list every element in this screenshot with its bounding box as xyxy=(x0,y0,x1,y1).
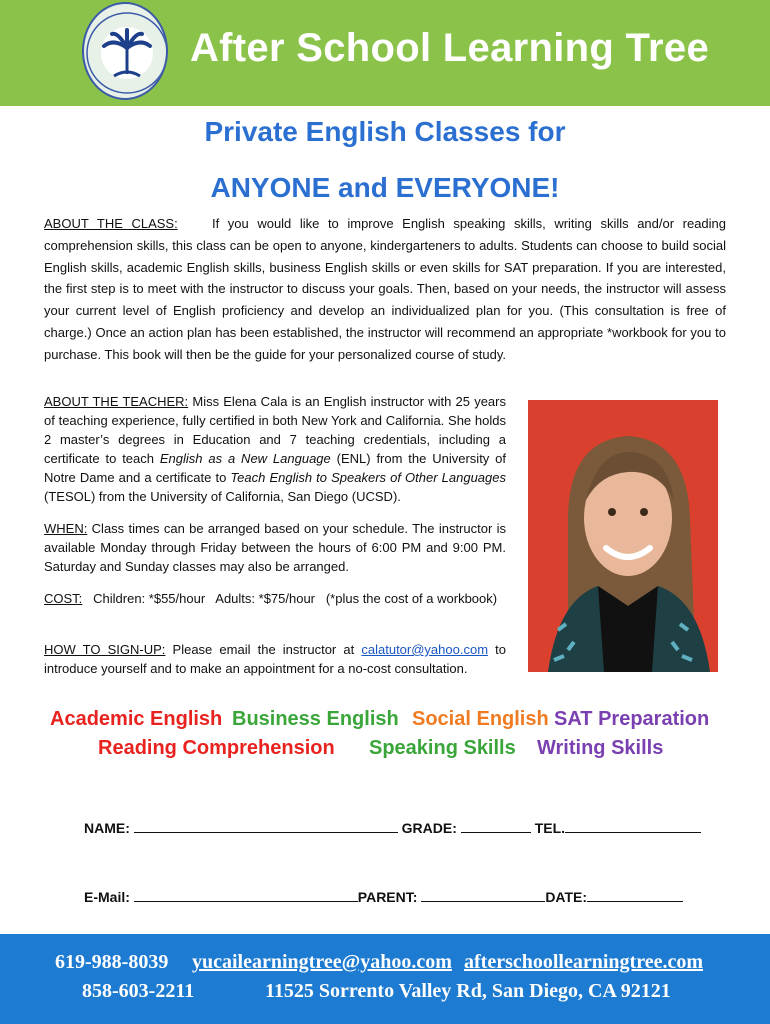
subtitle-line2: ANYONE and EVERYONE! xyxy=(210,172,560,203)
form-row-2 xyxy=(84,887,683,905)
subject-academic-english: Academic English xyxy=(50,708,223,730)
about-class-paragraph xyxy=(44,213,726,366)
signup-label: HOW TO SIGN-UP: xyxy=(44,642,166,657)
date-field[interactable] xyxy=(587,887,683,902)
cost-paragraph xyxy=(44,589,506,608)
grade-field[interactable] xyxy=(461,818,531,833)
grade-label: GRADE: xyxy=(401,820,457,836)
cost-text: Children: *$55/hour Adults: *$75/hour (*plus the cost of a workbook) xyxy=(93,591,498,606)
signup-paragraph xyxy=(44,640,506,678)
teacher-photo xyxy=(528,400,718,672)
about-teacher-italic1: English as a New Language xyxy=(159,451,331,466)
parent-field[interactable] xyxy=(421,887,545,902)
name-label: NAME: xyxy=(84,820,130,836)
about-teacher-label: ABOUT THE TEACHER: xyxy=(44,394,189,409)
school-logo xyxy=(82,2,168,100)
footer-banner xyxy=(0,934,770,1024)
footer-address: 11525 Sorrento Valley Rd, San Diego, CA 92121 xyxy=(265,980,671,1002)
name-field[interactable] xyxy=(134,818,398,833)
form-row-1 xyxy=(84,818,701,836)
about-class-text: If you would like to improve English speaking skills, writing skills and/or reading comprehension skills, this class can be open to anyone, kindergarteners to adults. Students can choose to build social English skills, academic English skills, business English skills or even skills for SAT preparation. If you are interested, the first step is to meet with the instructor to discuss your goals. Then, based on your needs, the instructor will assess your current level of English proficiency and develop an individualized plan for you. (This consultation is free of charge.) Once an action plan has been established, the instructor will recommend an appropriate *workbook for you to purchase. This book will then be the guide for your personalized course of study. xyxy=(44,216,726,362)
palm-tree-icon xyxy=(84,4,168,100)
signup-text1: Please email the instructor at xyxy=(172,642,355,657)
signup-text2: to introduce yourself and to make an appointment for a no-cost consultation. xyxy=(44,642,507,676)
about-teacher-text3: (TESOL) from the University of California, San Diego (UCSD). xyxy=(44,489,401,504)
parent-label: PARENT: xyxy=(357,889,418,905)
footer-email-link[interactable]: yucailearningtree@yahoo.com xyxy=(192,951,452,973)
about-class-label: ABOUT THE CLASS: xyxy=(44,216,178,231)
when-paragraph xyxy=(44,519,506,576)
when-text: Class times can be arranged based on your schedule. The instructor is available Monday through Friday between the hours of 6:00 PM and 9:00 PM. Saturday and Sunday classes may also be arranged. xyxy=(44,521,506,574)
subject-sat-preparation: SAT Preparation xyxy=(554,708,710,730)
tel-field[interactable] xyxy=(565,818,701,833)
subject-speaking-skills: Speaking Skills xyxy=(369,737,516,759)
subject-business-english: Business English xyxy=(232,708,399,730)
footer-phone-1[interactable]: 619-988-8039 xyxy=(55,951,169,973)
footer-website-link[interactable]: afterschoollearningtree.com xyxy=(464,951,703,973)
about-teacher-paragraph xyxy=(44,392,506,506)
about-teacher-text2: (ENL) from the University of Notre Dame and a certificate to xyxy=(44,451,507,485)
footer-phone-2[interactable]: 858-603-2211 xyxy=(82,980,195,1002)
header-banner xyxy=(0,0,770,106)
date-label: DATE: xyxy=(545,889,588,905)
email-field[interactable] xyxy=(134,887,358,902)
page-title: After School Learning Tree xyxy=(190,26,710,70)
subject-writing-skills: Writing Skills xyxy=(537,737,664,759)
subject-social-english: Social English xyxy=(412,708,549,730)
about-teacher-italic2: Teach English to Speakers of Other Languages xyxy=(230,470,506,485)
tel-label: TEL. xyxy=(534,820,566,836)
about-teacher-text1: Miss Elena Cala is an English instructor with 25 years of teaching experience, fully certified in both New York and California. She holds 2 master’s degrees in Education and 7 teaching credentials, including a certificate to teach xyxy=(44,394,506,466)
cost-label: COST: xyxy=(44,591,83,606)
subject-reading-comprehension: Reading Comprehension xyxy=(98,737,335,759)
subtitle-line1: Private English Classes for xyxy=(204,116,566,147)
when-label: WHEN: xyxy=(44,521,88,536)
signup-email-link[interactable]: calatutor@yahoo.com xyxy=(361,642,489,657)
email-label: E-Mail: xyxy=(84,889,130,905)
